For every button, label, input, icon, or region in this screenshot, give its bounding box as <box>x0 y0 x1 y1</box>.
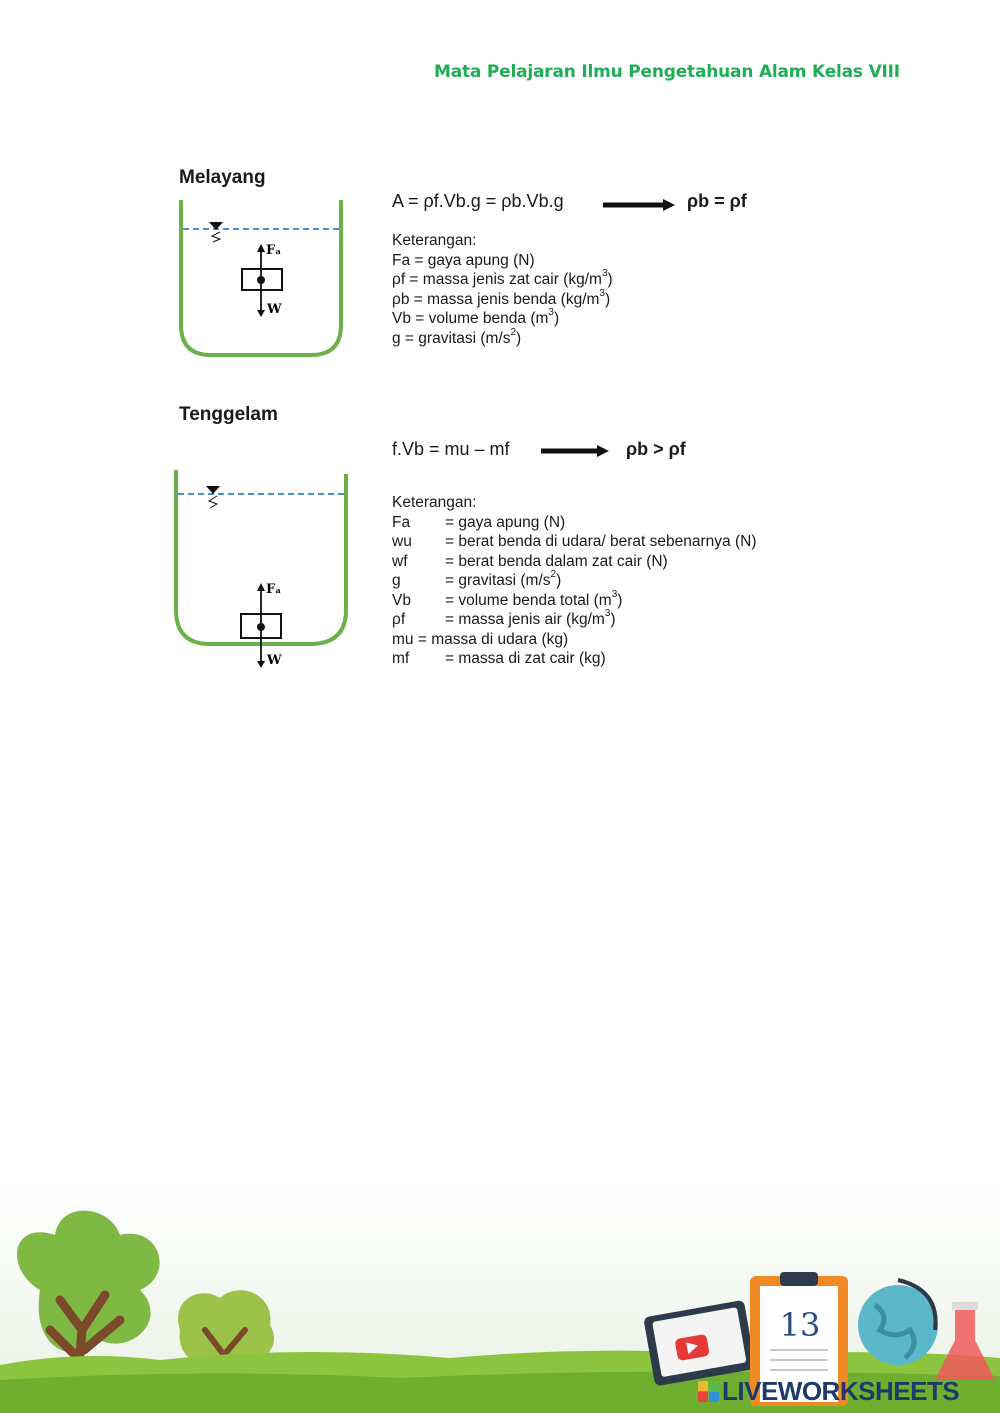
legend-item: wu = berat benda di udara/ berat sebenarnya (N) <box>392 533 757 550</box>
legend-item: Vb = volume benda $(m^3)$ <box>392 307 560 327</box>
legend-item: Vb = volume benda total $(m^3)$ <box>392 588 623 609</box>
legend-item: Fa = gaya apung (N) <box>392 513 566 531</box>
legend-item: ρf = massa jenis zat cair $(kg/m^3)$ <box>392 268 613 288</box>
tenggelam-water-level-icon <box>206 486 220 508</box>
tenggelam-result: ρb > ρf <box>626 439 686 459</box>
tenggelam-legend <box>392 493 757 669</box>
melayang-formula: A = ρf.Vb.g = ρb.Vb.g <box>392 191 564 211</box>
section-title-tenggelam: Tenggelam <box>179 404 278 425</box>
page-number: 13 <box>779 1306 821 1344</box>
melayang-force-up-label: Fₐ <box>266 243 282 258</box>
legend-item: Fa = gaya apung (N) <box>392 251 535 269</box>
melayang-result: ρb = ρf <box>687 191 747 211</box>
tenggelam-arrow-icon <box>541 444 613 458</box>
tenggelam-force-down-label: W <box>267 653 282 668</box>
tenggelam-formula: f.Vb = mu – mf <box>392 439 510 459</box>
legend-item: ρf = massa jenis air $(kg/m^3)$ <box>392 608 616 628</box>
legend-item: mu = massa di udara (kg) <box>392 630 569 648</box>
melayang-arrow-down-icon <box>257 310 265 317</box>
legend-item: mf = massa di zat cair (kg) <box>392 650 606 667</box>
legend-item: g = gravitasi $(m/s^2)$ <box>392 569 562 589</box>
footer-brand[interactable]: LIVEWORKSHEETS <box>722 1376 960 1406</box>
tenggelam-legend-title: Keterangan: <box>392 494 477 511</box>
legend-item: ρb = massa jenis benda $(kg/m^3)$ <box>392 287 611 308</box>
melayang-legend-title: Keterangan: <box>392 232 477 249</box>
melayang-water-level-icon <box>209 222 223 242</box>
section-title-melayang: Melayang <box>179 167 266 188</box>
legend-item: wf = berat benda dalam zat cair (N) <box>392 552 668 570</box>
tenggelam-force-up-label: Fₐ <box>266 582 282 597</box>
legend-item: g = gravitasi $(m/s^2)$ <box>392 326 522 347</box>
melayang-diagram <box>176 200 346 360</box>
brand-badge-icon <box>698 1381 720 1403</box>
tenggelam-diagram <box>172 470 352 670</box>
tenggelam-arrow-down-icon <box>257 661 265 668</box>
melayang-arrow-icon <box>603 198 675 212</box>
melayang-force-down-label: W <box>267 302 282 317</box>
tenggelam-arrow-up-icon <box>257 583 265 591</box>
melayang-arrow-up-icon <box>257 244 265 252</box>
melayang-legend <box>392 231 613 348</box>
page-header-title: Mata Pelajaran Ilmu Pengetahuan Alam Kelas VIII <box>434 62 900 82</box>
